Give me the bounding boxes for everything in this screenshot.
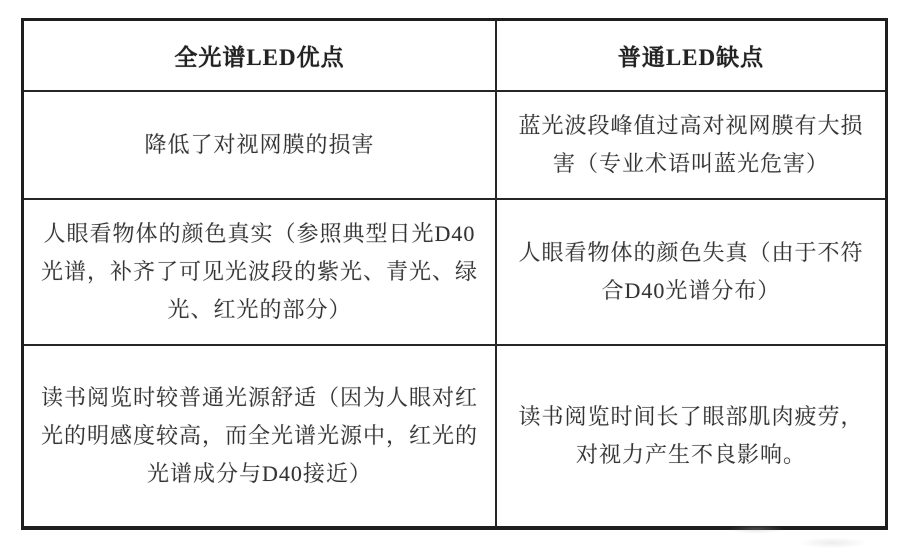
- column-header-ordinary-cons: 普通LED缺点: [496, 20, 887, 91]
- table-row: [23, 345, 887, 528]
- table-row: [23, 199, 887, 345]
- cell-cons-eye-fatigue: 读书阅览时间长了眼部肌肉疲劳，对视力产生不良影响。: [496, 345, 887, 528]
- cell-pros-reading-comfort: 读书阅览时较普通光源舒适（因为人眼对红光的明感度较高，而全光谱光源中，红光的光谱成分与D40接近）: [23, 345, 496, 528]
- cell-pros-retina: 降低了对视网膜的损害: [23, 91, 496, 199]
- cell-cons-bluelight: 蓝光波段峰值过高对视网膜有大损害（专业术语叫蓝光危害）: [496, 91, 887, 199]
- comparison-table: [21, 18, 888, 530]
- header-row: [23, 20, 887, 91]
- column-header-fullspectrum-pros: 全光谱LED优点: [23, 20, 496, 91]
- cell-cons-color-distortion: 人眼看物体的颜色失真（由于不符合D40光谱分布）: [496, 199, 887, 345]
- cell-pros-color-true: 人眼看物体的颜色真实（参照典型日光D40光谱，补齐了可见光波段的紫光、青光、绿光、红光的部分）: [23, 199, 496, 345]
- table-row: [23, 91, 887, 199]
